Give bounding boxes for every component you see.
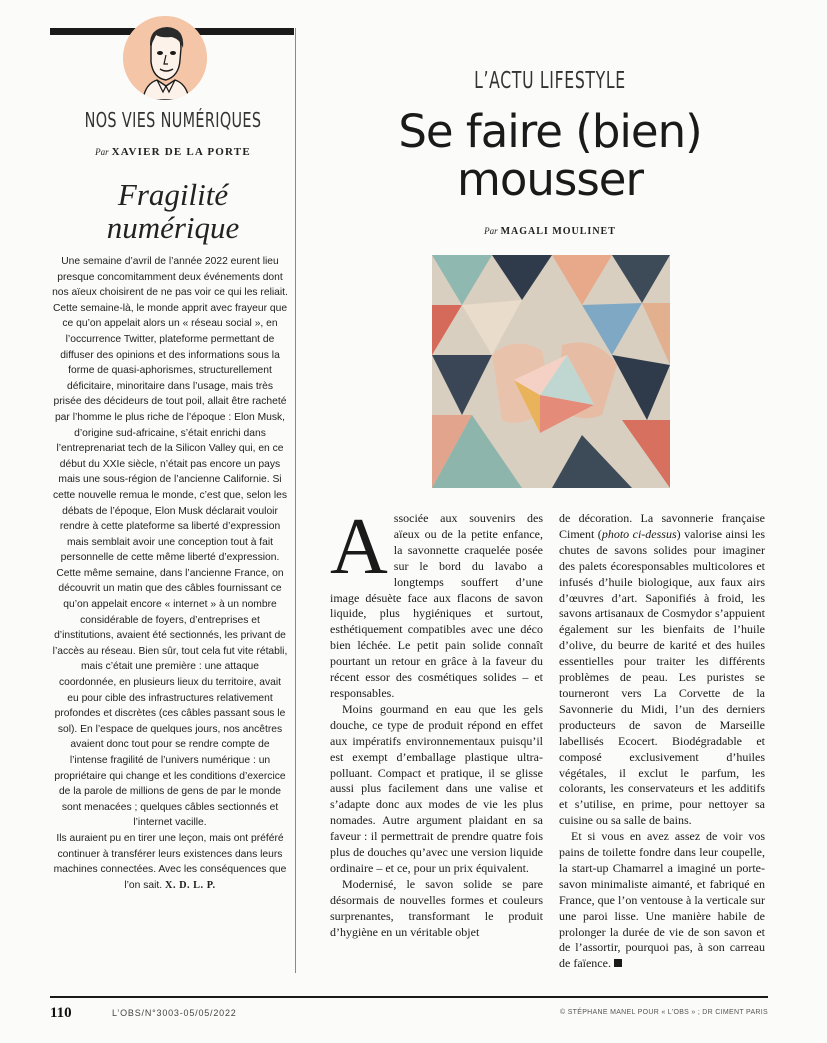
column-author: XAVIER DE LA PORTE: [111, 146, 251, 158]
column-title: [50, 178, 296, 244]
photo-credit: © STÉPHANE MANEL POUR « L’OBS » ; DR CIMENT PARIS: [560, 1009, 768, 1016]
article-column-a: [330, 503, 543, 940]
column-title-line: Fragilité: [117, 177, 229, 212]
column-paragraph-text: Ils auraient pu en tirer une leçon, mais ont préféré continuer à transférer leurs existences dans leurs machines connectées. Avec les conséquences que l’on sait.: [53, 832, 287, 891]
article-column-b: [559, 511, 765, 972]
photo-reference: photo ci-dessus: [601, 526, 677, 541]
column-paragraph: Une semaine d’avril de l’année 2022 eurent lieu presque concomitamment deux événements dont nos aïeux choisirent de ne pas voir ce qui les reliait. Cette semaine-là, le monde apprit avec frayeur que ce qu’on appelait alors un « réseau social », en l’occurrence Twitter, plateforme permettant de diffuser des opinions et des informations sous la forme de quasi-aphorismes, structurellement déficitaire, minoritaire dans l’usage, mais très prisée des décideurs de tout poil, allait être racheté par l’homme le plus riche de l’époque : Elon Musk, d’origine sud-africaine, s’était enrichi dans l’entreprenariat tech de la Silicon Valley qui, en ce début du XXIe siècle, n’était pas encore un pays mais une sous-région de l’ancienne Californie. Si cette nouvelle remua le monde, c’est que, selon les débats de l’époque, Elon Musk déclarait vouloir rendre à cette plateforme sa liberté d’expression mais semblait avoir une conception tout à fait personnelle de cette même liberté d’expression.: [52, 256, 288, 564]
article-author: MAGALI MOULINET: [500, 226, 616, 237]
article-text: ) valorise ainsi les chutes de savons solides pour imaginer des palets écoresponsables multicolores et infusés d’huile biologique, aux faux airs d’œuvres d’art. Saponifiés à froid, les savons artisanaux de Cosmydor s’appuient également sur les bienfaits de l’huile d’olive, du beurre de karité et des huiles essentielles pour traiter les différents problèmes de peau. Les puristes se tourneront vers La Corvette de la Savonnerie du Midi, l’un des derniers producteurs de savon de Marseille labellisés Ecocert. Biodégradable et composé exclusivement d’huiles végétales, il exclut le parfum, les colorants, les conservateurs et les additifs et s’utilise, en prime, pour nettoyer sa cuisine ou sa salle de bains.: [559, 526, 766, 828]
drop-cap: A: [330, 503, 388, 591]
column-name: NOS VIES NUMÉRIQUES: [84, 108, 262, 132]
soap-photo-icon: [432, 255, 670, 488]
byline-prefix: Par: [484, 226, 498, 236]
column-paragraph: Cette même semaine, dans l’ancienne France, on découvrit un matin que des câbles fournissant ce qu’on appelait encore « internet » à un nombre considérable de foyers, d’entreprises et d’institutions, avaient été sectionnés, les privant de l’accès au réseau. Bien sûr, tout cela fut vite rétabli, mais c’était une première : une attaque coordonnée, en plusieurs lieux du territoire, avait eu pour cible des infrastructures relativement profondes et discrètes (ces câbles passant sous le sol). En l’espace de quelques jours, nos ancêtres avaient donc tout pour se rendre compte de l’intense fragilité de l’univers numérique : un propriétaire qui change et les conditions d’exercice de la parole de millions de gens de par le monde sont menacées ; quelques câbles sectionnés et l’internet vacille.: [52, 567, 288, 829]
section-kicker: L’ACTU LIFESTYLE: [474, 68, 626, 94]
article-paragraph: Modernisé, le savon solide se pare désormais de nouvelles formes et couleurs surprenantes, transformant le produit d’hygiène en un véritable objet: [330, 876, 543, 939]
opinion-column: [50, 28, 296, 973]
article-text: de décoration. La savonnerie française Ciment (: [559, 511, 765, 541]
article-paragraph: [559, 829, 765, 972]
article-paragraph: [559, 511, 765, 829]
column-paragraph: [52, 831, 288, 893]
article-paragraph-text: ssociée aux souvenirs des aïeux ou de la petite enfance, la savonnette craquelée posée sur le bord du lavabo a longtemps souffert d’une image désuète face aux flacons de savon liquide, plus hygiéniques et surtout, esthétiquement compatibles avec une déco bien léchée. Le petit pain solide connaît pourtant un retour en grâce à la faveur du récent essor des cosmétiques solides – et responsables.: [330, 511, 543, 700]
article-paragraph: [330, 503, 543, 702]
article-paragraph-text: Et si vous en avez assez de voir vos pains de toilette fondre dans leur coupelle, la start-up Chamarrel a imaginé un porte-savon minimaliste aimanté, et fabriqué en France, que l’on ventouse à la verticale sur une paroi lisse. Une manière habile de prolonger la durée de vie de son savon et de l’assortir, pourquoi pas, à son carreau de faïence.: [559, 829, 765, 971]
author-caricature-icon: [123, 16, 207, 100]
byline-prefix: Par: [95, 147, 109, 157]
article-headline: [330, 105, 770, 206]
column-byline: [50, 146, 296, 158]
column-signature: X. D. L. P.: [165, 879, 216, 891]
footer-rule: [50, 996, 768, 998]
end-mark-icon: [614, 959, 622, 967]
page-number: 110: [50, 1005, 72, 1021]
column-body: [52, 254, 288, 893]
headline-line: Se faire (bien): [398, 105, 702, 158]
column-title-line: numérique: [106, 210, 240, 245]
headline-line: mousser: [457, 153, 643, 206]
article-paragraph: Moins gourmand en eau que les gels douche, ce type de produit répond en effet aux impératifs environnementaux puisqu’il est exempt d’emballage plastique ultra-polluant. Compact et pratique, il se glisse aussi plus facilement dans une valise et s’adapte donc aux modes de vie les plus nomades. Autre argument plaidant en sa faveur : il permettrait de prendre quatre fois plus de douches qu’avec une version liquide ordinaire – et ce, pour un prix équivalent.: [330, 701, 543, 875]
article-byline: [340, 226, 760, 237]
issue-info: L’OBS/N°3003-05/05/2022: [112, 1008, 237, 1018]
